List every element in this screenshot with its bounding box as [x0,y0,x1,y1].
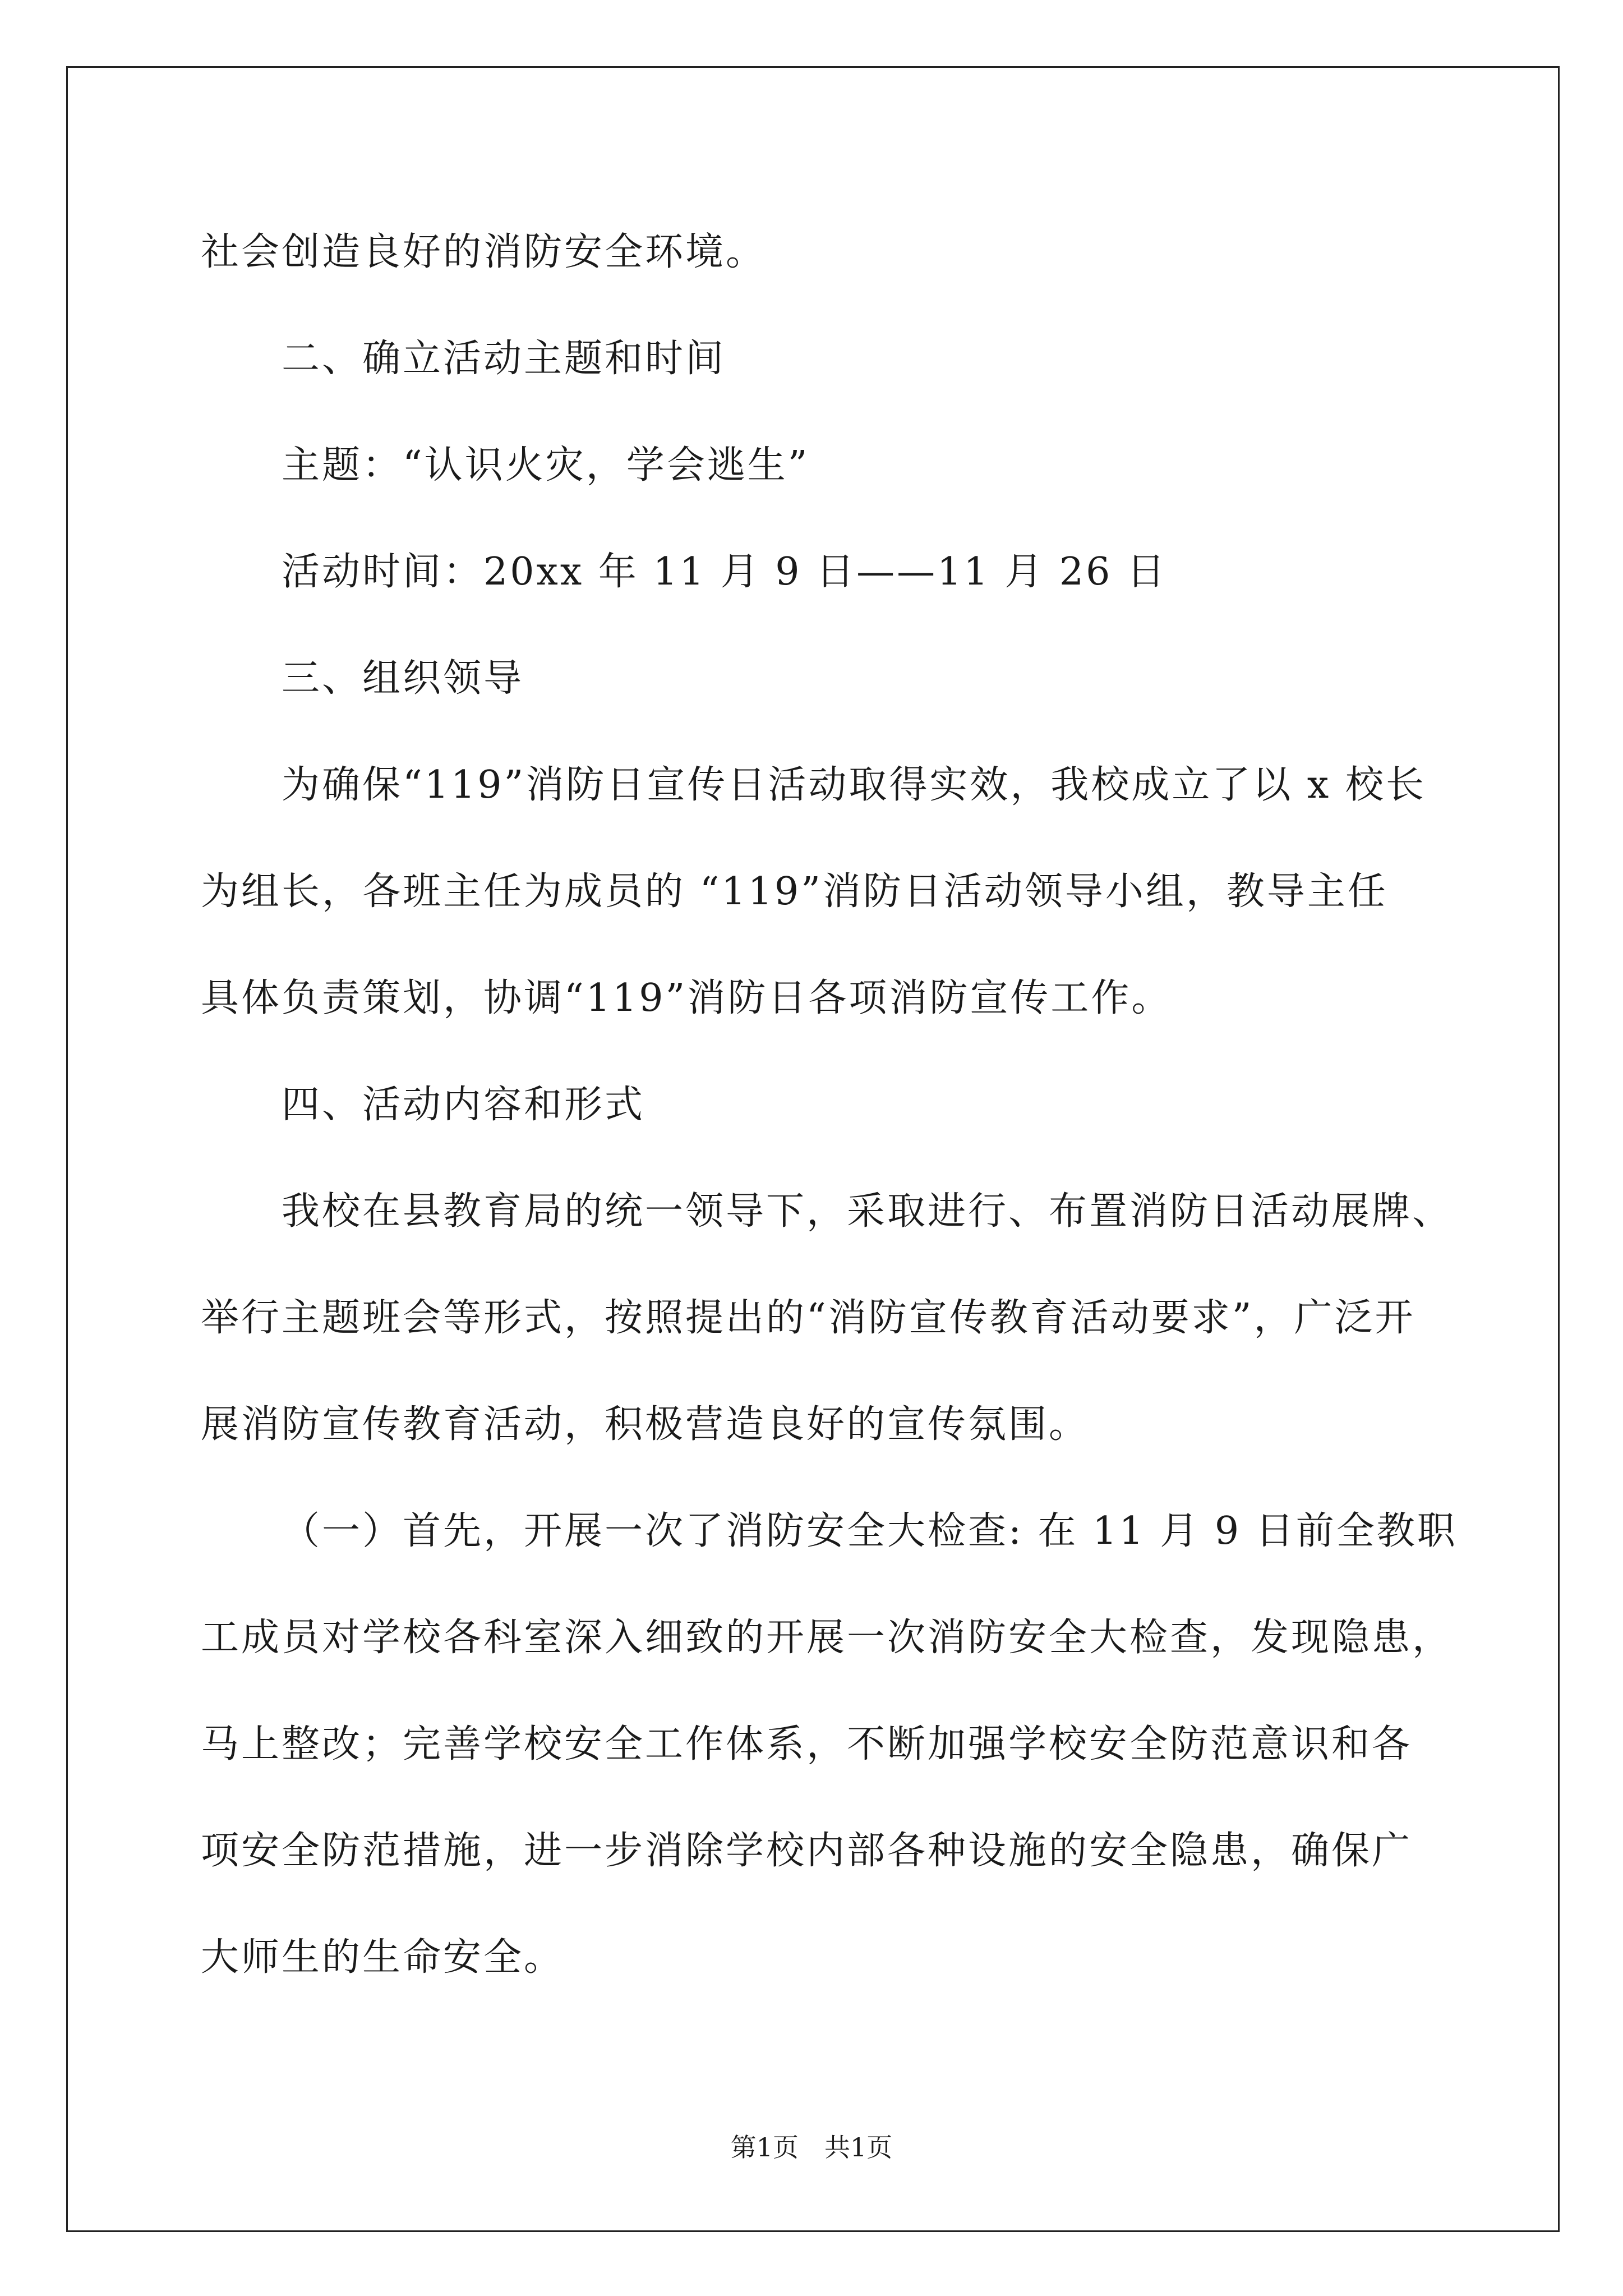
section-heading: 三、组织领导 [282,656,524,701]
paragraph-line: 马上整改；完善学校安全工作体系，不断加强学校安全防范意识和各 [201,1722,1413,1766]
paragraph-line: 展消防宣传教育活动，积极营造良好的宣传氛围。 [201,1402,1090,1447]
paragraph-line: 为确保“119”消防日宣传日活动取得实效，我校成立了以 x 校长 [282,763,1426,807]
paragraph-line: 举行主题班会等形式，按照提出的“消防宣传教育活动要求”，广泛开 [201,1296,1415,1340]
paragraph-line: 主题：“认识火灾，学会逃生” [282,443,810,487]
paragraph-line: （一）首先，开展一次了消防安全大检查: 在 11 月 9 日前全教职 [282,1509,1458,1553]
paragraph-line: 具体负责策划，协调“119”消防日各项消防宣传工作。 [201,976,1172,1020]
paragraph-line: 社会创造良好的消防安全环境。 [201,230,767,274]
paragraph-line: 项安全防范措施，进一步消除学校内部各种设施的安全隐患，确保广 [201,1829,1413,1873]
paragraph-line: 大师生的生命安全。 [201,1935,565,1980]
paragraph-line: 我校在县教育局的统一领导下，采取进行、布置消防日活动展牌、 [282,1189,1453,1234]
section-heading: 二、确立活动主题和时间 [282,337,726,381]
page-number-footer: 第1页 共1页 [730,2132,893,2162]
section-heading: 四、活动内容和形式 [282,1083,645,1127]
paragraph-line: 工成员对学校各科室深入细致的开展一次消防安全大检查，发现隐患， [201,1616,1453,1660]
paragraph-line: 活动时间：20xx 年 11 月 9 日——11 月 26 日 [282,550,1167,594]
document-body [201,199,1524,2011]
paragraph-line: 为组长，各班主任为成员的 “119”消防日活动领导小组，教导主任 [201,869,1388,914]
